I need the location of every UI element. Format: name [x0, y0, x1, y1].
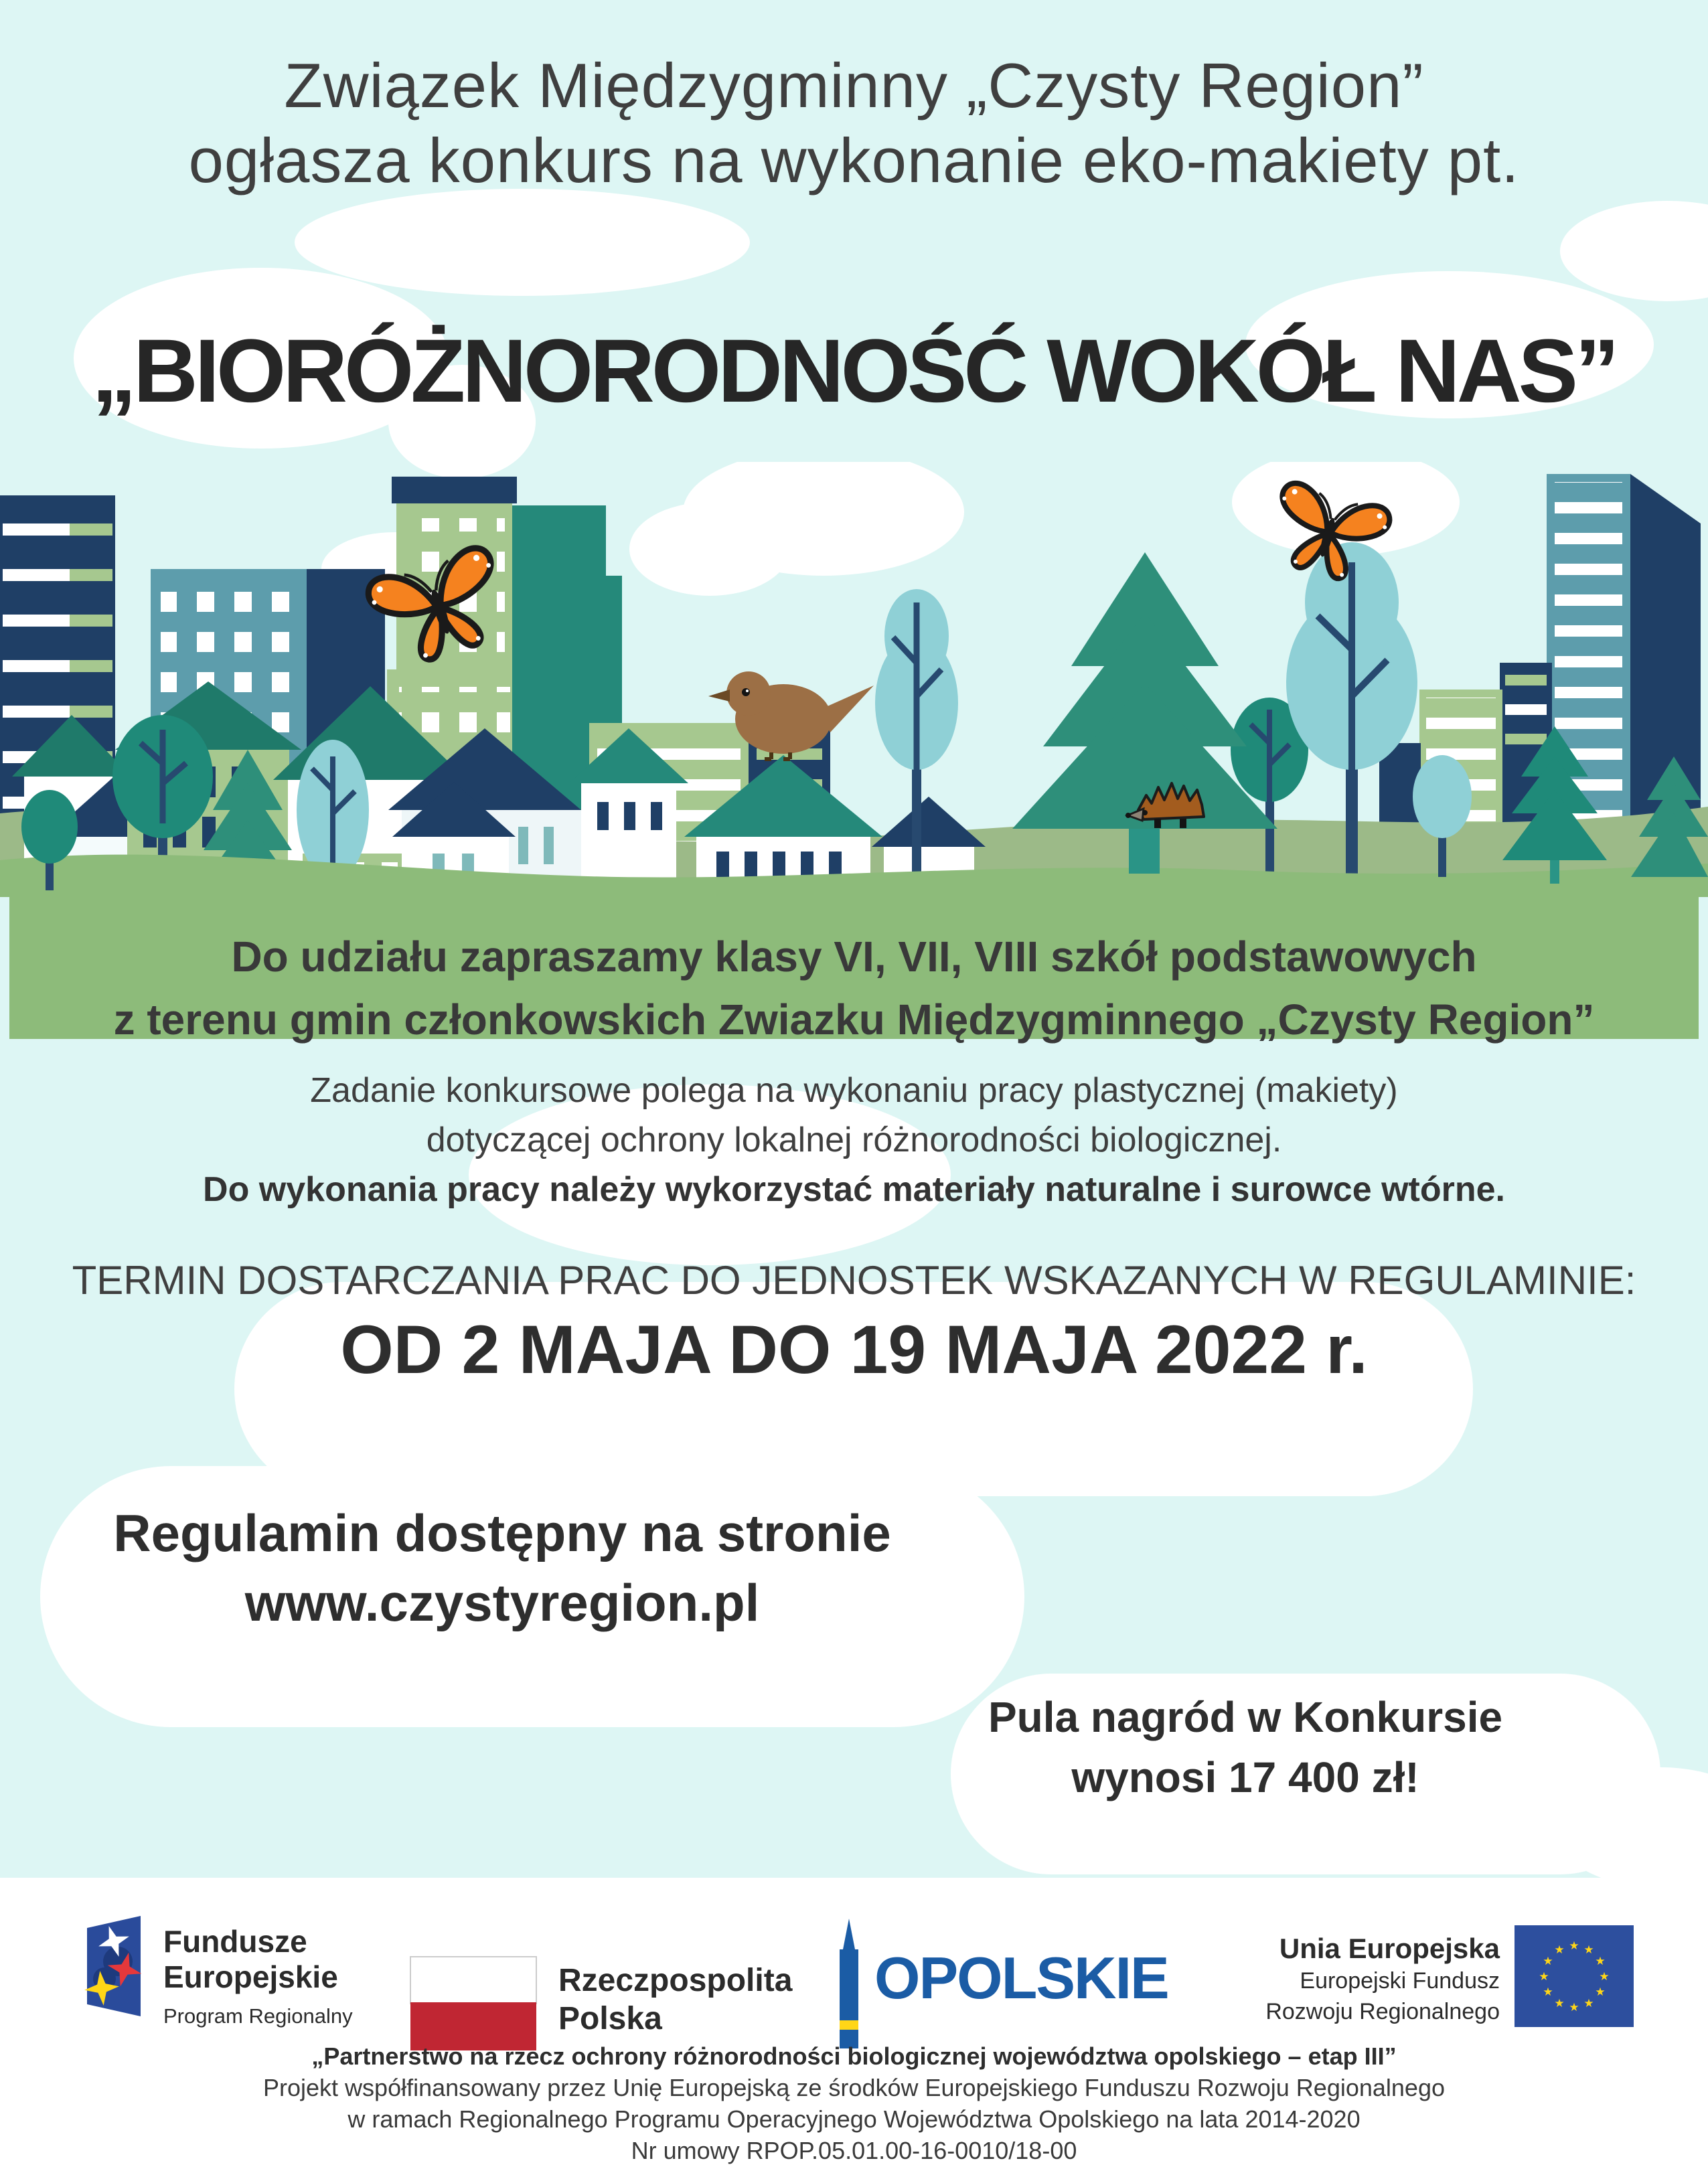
deadline-dates: OD 2 MAJA DO 19 MAJA 2022 r. — [340, 1311, 1368, 1388]
svg-text:★: ★ — [1554, 1943, 1565, 1957]
eu-funds-name-line-1: Fundusze — [163, 1924, 307, 1959]
rules-website-url: www.czystyregion.pl — [244, 1573, 760, 1632]
task-line-3: Do wykonania pracy należy wykorzystać materiały naturalne i surowce wtórne. — [203, 1170, 1505, 1209]
note-line-4: Nr umowy RPOP.05.01.00-16-0010/18-00 — [631, 2137, 1077, 2164]
svg-text:★: ★ — [1554, 1997, 1565, 2010]
big-pine-tree — [1012, 552, 1277, 874]
task-line-1: Zadanie konkursowe polega na wykonaniu pracy plastycznej (makiety) — [310, 1071, 1398, 1110]
svg-text:★: ★ — [1583, 1997, 1594, 2010]
eu-funds-name-line-2: Europejskie — [163, 1959, 338, 1994]
poland-name-line-2: Polska — [558, 2001, 662, 2036]
task-line-2: dotyczącej ochrony lokalnej różnorodności biologicznej. — [426, 1121, 1282, 1159]
header-line-2: ogłasza konkurs na wykonanie eko-makiety pt. — [188, 125, 1520, 195]
prize-line-1: Pula nagród w Konkursie — [988, 1693, 1503, 1741]
opolskie-logo-text: OPOLSKIE — [874, 1945, 1168, 2011]
svg-text:★: ★ — [1543, 1955, 1553, 1968]
cloud — [1560, 201, 1708, 301]
cloud — [295, 189, 750, 296]
eu-funds-logo-text — [163, 1924, 353, 2028]
note-line-3: w ramach Regionalnego Programu Operacyjnego Województwa Opolskiego na lata 2014-2020 — [347, 2105, 1361, 2133]
eu-flag-icon — [1515, 1925, 1634, 2027]
opolskie-tower-icon — [830, 1919, 868, 2054]
banner-line-1: Do udziału zapraszamy klasy VI, VII, VIII szkół podstawowych — [231, 933, 1477, 981]
note-line-1: „Partnerstwo na rzecz ochrony różnorodności biologicznej województwa opolskiego – etap III” — [311, 2042, 1397, 2070]
svg-text:★: ★ — [1599, 1970, 1610, 1984]
svg-text:★: ★ — [1569, 2001, 1579, 2014]
eu-fund-line-2: Rozwoju Regionalnego — [1265, 1999, 1500, 2024]
svg-text:★: ★ — [1595, 1955, 1606, 1968]
footer-notes — [0, 2040, 1708, 2166]
eu-funds-subtitle: Program Regionalny — [163, 2004, 353, 2028]
banner-line-2: z terenu gmin członkowskich Zwiazku Międzygminnego „Czysty Region” — [113, 995, 1595, 1044]
eu-logo-text — [1225, 1932, 1500, 2027]
header-line-1: Związek Międzygminny „Czysty Region” — [284, 50, 1424, 120]
svg-text:★: ★ — [1543, 1986, 1553, 1999]
svg-text:★: ★ — [1569, 1939, 1579, 1953]
rules-line-1: Regulamin dostępny na stronie — [113, 1504, 891, 1562]
svg-text:★: ★ — [1595, 1986, 1606, 1999]
poland-flag-icon — [410, 1956, 537, 2051]
poland-logo-text — [558, 1961, 792, 2038]
poland-name-line-1: Rzeczpospolita — [558, 1963, 793, 1998]
deadline-label: TERMIN DOSTARCZANIA PRAC DO JEDNOSTEK WSKAZANYCH W REGULAMINIE: — [72, 1258, 1636, 1303]
prize-line-2: wynosi 17 400 zł! — [1071, 1753, 1419, 1801]
eu-funds-flag-icon — [83, 1913, 145, 2018]
note-line-2: Projekt współfinansowany przez Unię Europejską ze środków Europejskiego Funduszu Rozwoju Regionalnego — [263, 2074, 1445, 2101]
invitation-banner — [9, 896, 1699, 1044]
page-title: „BIORÓŻNORODNOŚĆ WOKÓŁ NAS” — [92, 321, 1616, 421]
eu-fund-line-1: Europejski Fundusz — [1300, 1968, 1500, 1994]
svg-text:★: ★ — [1583, 1943, 1594, 1957]
svg-text:★: ★ — [1539, 1970, 1549, 1984]
rules-block — [87, 1498, 917, 1637]
prize-block — [904, 1687, 1587, 1807]
eu-name: Unia Europejska — [1279, 1933, 1500, 1964]
city-illustration — [0, 462, 1708, 897]
